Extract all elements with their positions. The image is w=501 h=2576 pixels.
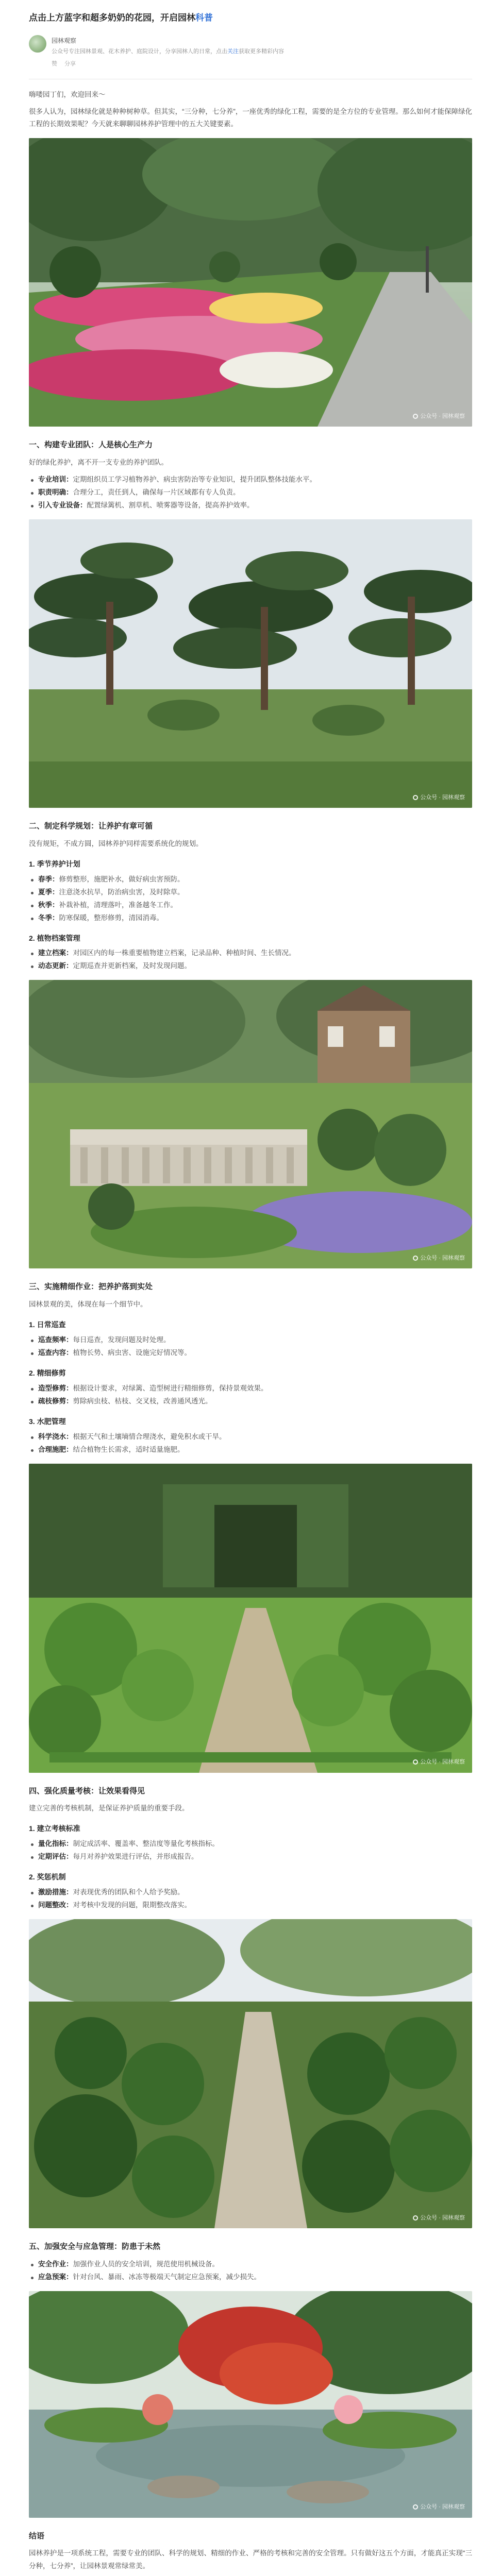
watermark-icon (413, 1759, 418, 1765)
section-3-sub-3: 3. 水肥管理 (29, 1417, 66, 1426)
list-item: 疏枝修剪：剪除病虫枝、枯枝、交叉枝，改善通风透光。 (29, 1395, 472, 1408)
list-item: 秋季：补栽补植，清理落叶，准备越冬工作。 (29, 899, 472, 912)
section-4-title: 四、强化质量考核：让效果看得见 (29, 1786, 145, 1795)
section-3-lead: 园林景观的美，体现在每一个细节中。 (29, 1300, 147, 1309)
list-item: 建立档案：对园区内的每一株重要植物建立档案，记录品种、种植时间、生长情况。 (29, 947, 472, 960)
list-item: 春季：修剪整形，施肥补水，做好病虫害预防。 (29, 873, 472, 886)
bio-suffix: 获取更多精彩内容 (239, 48, 284, 55)
section-1-title: 一、构建专业团队：人是核心生产力 (29, 440, 153, 450)
photo-watermark: 公众号 · 园林观察 (413, 2502, 465, 2512)
like-button[interactable]: 赞 (52, 61, 57, 67)
list-item: 激励措施：对表现优秀的团队和个人给予奖励。 (29, 1886, 472, 1899)
watermark-icon (413, 2504, 418, 2510)
list-item: 科学浇水：根据天气和土壤墒情合理浇水，避免积水或干旱。 (29, 1431, 472, 1444)
section-1-list (29, 473, 472, 512)
list-item: 巡查频率：每日巡查，发现问题及时处理。 (29, 1334, 472, 1347)
intro: 很多人认为，园林绿化就是种种树种草。但其实，“三分种，七分养”，一座优秀的绿化工程，需要的是全方位的专业管理。那么如何才能保障绿化工程的长期效果呢？今天就来聊聊园林养护管理中的五大关键要素。 (29, 107, 472, 128)
title-link[interactable]: 科普 (195, 13, 213, 23)
photo-watermark: 公众号 · 园林观察 (413, 2213, 465, 2223)
article-column (29, 0, 472, 2576)
list-item: 引入专业设备：配置绿篱机、割草机、喷雾器等设备，提高养护效率。 (29, 499, 472, 512)
list-item: 合理施肥：结合植物生长需求，适时适量施肥。 (29, 1444, 472, 1456)
list-item: 夏季：注意浇水抗旱，防治病虫害，及时除草。 (29, 886, 472, 899)
section-2-sub-2-list (29, 947, 472, 973)
list-item: 冬季：防寒保暖，整形修剪，清园消毒。 (29, 912, 472, 925)
watermark-icon (413, 414, 418, 419)
photo-watermark: 公众号 · 园林观察 (413, 411, 465, 421)
section-4-lead: 建立完善的考核机制，是保证养护质量的重要手段。 (29, 1804, 189, 1812)
title-prefix: 点击上方蓝字 (29, 13, 81, 23)
garden-photo-6 (29, 2291, 472, 2518)
section-2-sub-1-list (29, 873, 472, 925)
section-3-sub-1-list (29, 1334, 472, 1360)
article-title (29, 0, 472, 25)
list-item: 应急预案：针对台风、暴雨、冰冻等极端天气制定应急预案，减少损失。 (29, 2271, 472, 2284)
section-4-sub-2-list (29, 1886, 472, 1912)
section-2-sub-1: 1. 季节养护计划 (29, 859, 80, 868)
watermark-icon (413, 1256, 418, 1261)
watermark-icon (413, 795, 418, 800)
list-item: 安全作业：加强作业人员的安全培训，规范使用机械设备。 (29, 2258, 472, 2271)
avatar[interactable] (29, 35, 46, 53)
list-item: 问题整改：对考核中发现的问题，限期整改落实。 (29, 1899, 472, 1912)
author-bio (52, 47, 472, 56)
conclusion-text: 园林养护是一项系统工程，需要专业的团队、科学的规划、精细的作业、严格的考核和完善的安全管理。只有做好这五个方面，才能真正实现“三分种，七分养”，让园林景观常绿常美。 (29, 2549, 472, 2570)
garden-photo-1 (29, 138, 472, 427)
section-4-sub-1: 1. 建立考核标准 (29, 1824, 80, 1833)
garden-photo-2 (29, 519, 472, 808)
watermark-icon (413, 2215, 418, 2221)
bio-follow-link[interactable]: 关注 (227, 48, 239, 55)
section-3-sub-3-list (29, 1431, 472, 1456)
author-card[interactable] (29, 35, 472, 70)
photo-watermark: 公众号 · 园林观察 (413, 1253, 465, 1263)
author-name[interactable]: 园林观察 (52, 37, 77, 44)
section-3-title: 三、实施精细作业：把养护落到实处 (29, 1282, 153, 1292)
photo-watermark: 公众号 · 园林观察 (413, 1757, 465, 1767)
section-1-lead: 好的绿化养护，离不开一支专业的养护团队。 (29, 459, 168, 467)
list-item: 专业培训：定期组织员工学习植物养护、病虫害防治等专业知识，提升团队整体技能水平。 (29, 473, 472, 486)
bio-prefix: 公众号专注园林景观、花木养护、庭院设计，分享园林人的日常，点击 (52, 48, 227, 55)
share-button[interactable]: 分享 (64, 61, 76, 67)
section-2-sub-2: 2. 植物档案管理 (29, 934, 80, 942)
list-item: 量化指标：制定成活率、覆盖率、整洁度等量化考核指标。 (29, 1838, 472, 1851)
garden-photo-5 (29, 1919, 472, 2228)
list-item: 巡查内容：植物长势、病虫害、设施完好情况等。 (29, 1347, 472, 1360)
section-2-title: 二、制定科学规划：让养护有章可循 (29, 822, 153, 831)
section-4-sub-1-list (29, 1838, 472, 1863)
author-actions (52, 59, 472, 69)
section-5-list (29, 2258, 472, 2284)
garden-photo-4 (29, 1464, 472, 1773)
title-main: 和超多奶奶的花园，开启园林 (81, 13, 195, 23)
list-item: 定期评估：每月对养护效果进行评估，并形成报告。 (29, 1851, 472, 1863)
section-3-sub-2: 2. 精细修剪 (29, 1368, 66, 1377)
list-item: 造型修剪：根据设计要求，对绿篱、造型树进行精细修剪，保持景观效果。 (29, 1382, 472, 1395)
section-3-sub-1: 1. 日常巡查 (29, 1320, 66, 1329)
list-item: 动态更新：定期巡查并更新档案，及时发现问题。 (29, 960, 472, 973)
author-meta (52, 35, 472, 70)
conclusion-title: 结语 (29, 2531, 45, 2540)
greeting: 嗨喽园丁们，欢迎回来～ (29, 90, 106, 98)
section-2-lead: 没有规矩，不成方圆，园林养护同样需要系统化的规划。 (29, 839, 203, 848)
garden-photo-3 (29, 980, 472, 1268)
list-item: 职责明确：合理分工，责任到人，确保每一片区域都有专人负责。 (29, 486, 472, 499)
photo-watermark: 公众号 · 园林观察 (413, 792, 465, 803)
section-3-sub-2-list (29, 1382, 472, 1408)
section-5-title: 五、加强安全与应急管理：防患于未然 (29, 2242, 161, 2251)
section-4-sub-2: 2. 奖惩机制 (29, 1873, 66, 1882)
